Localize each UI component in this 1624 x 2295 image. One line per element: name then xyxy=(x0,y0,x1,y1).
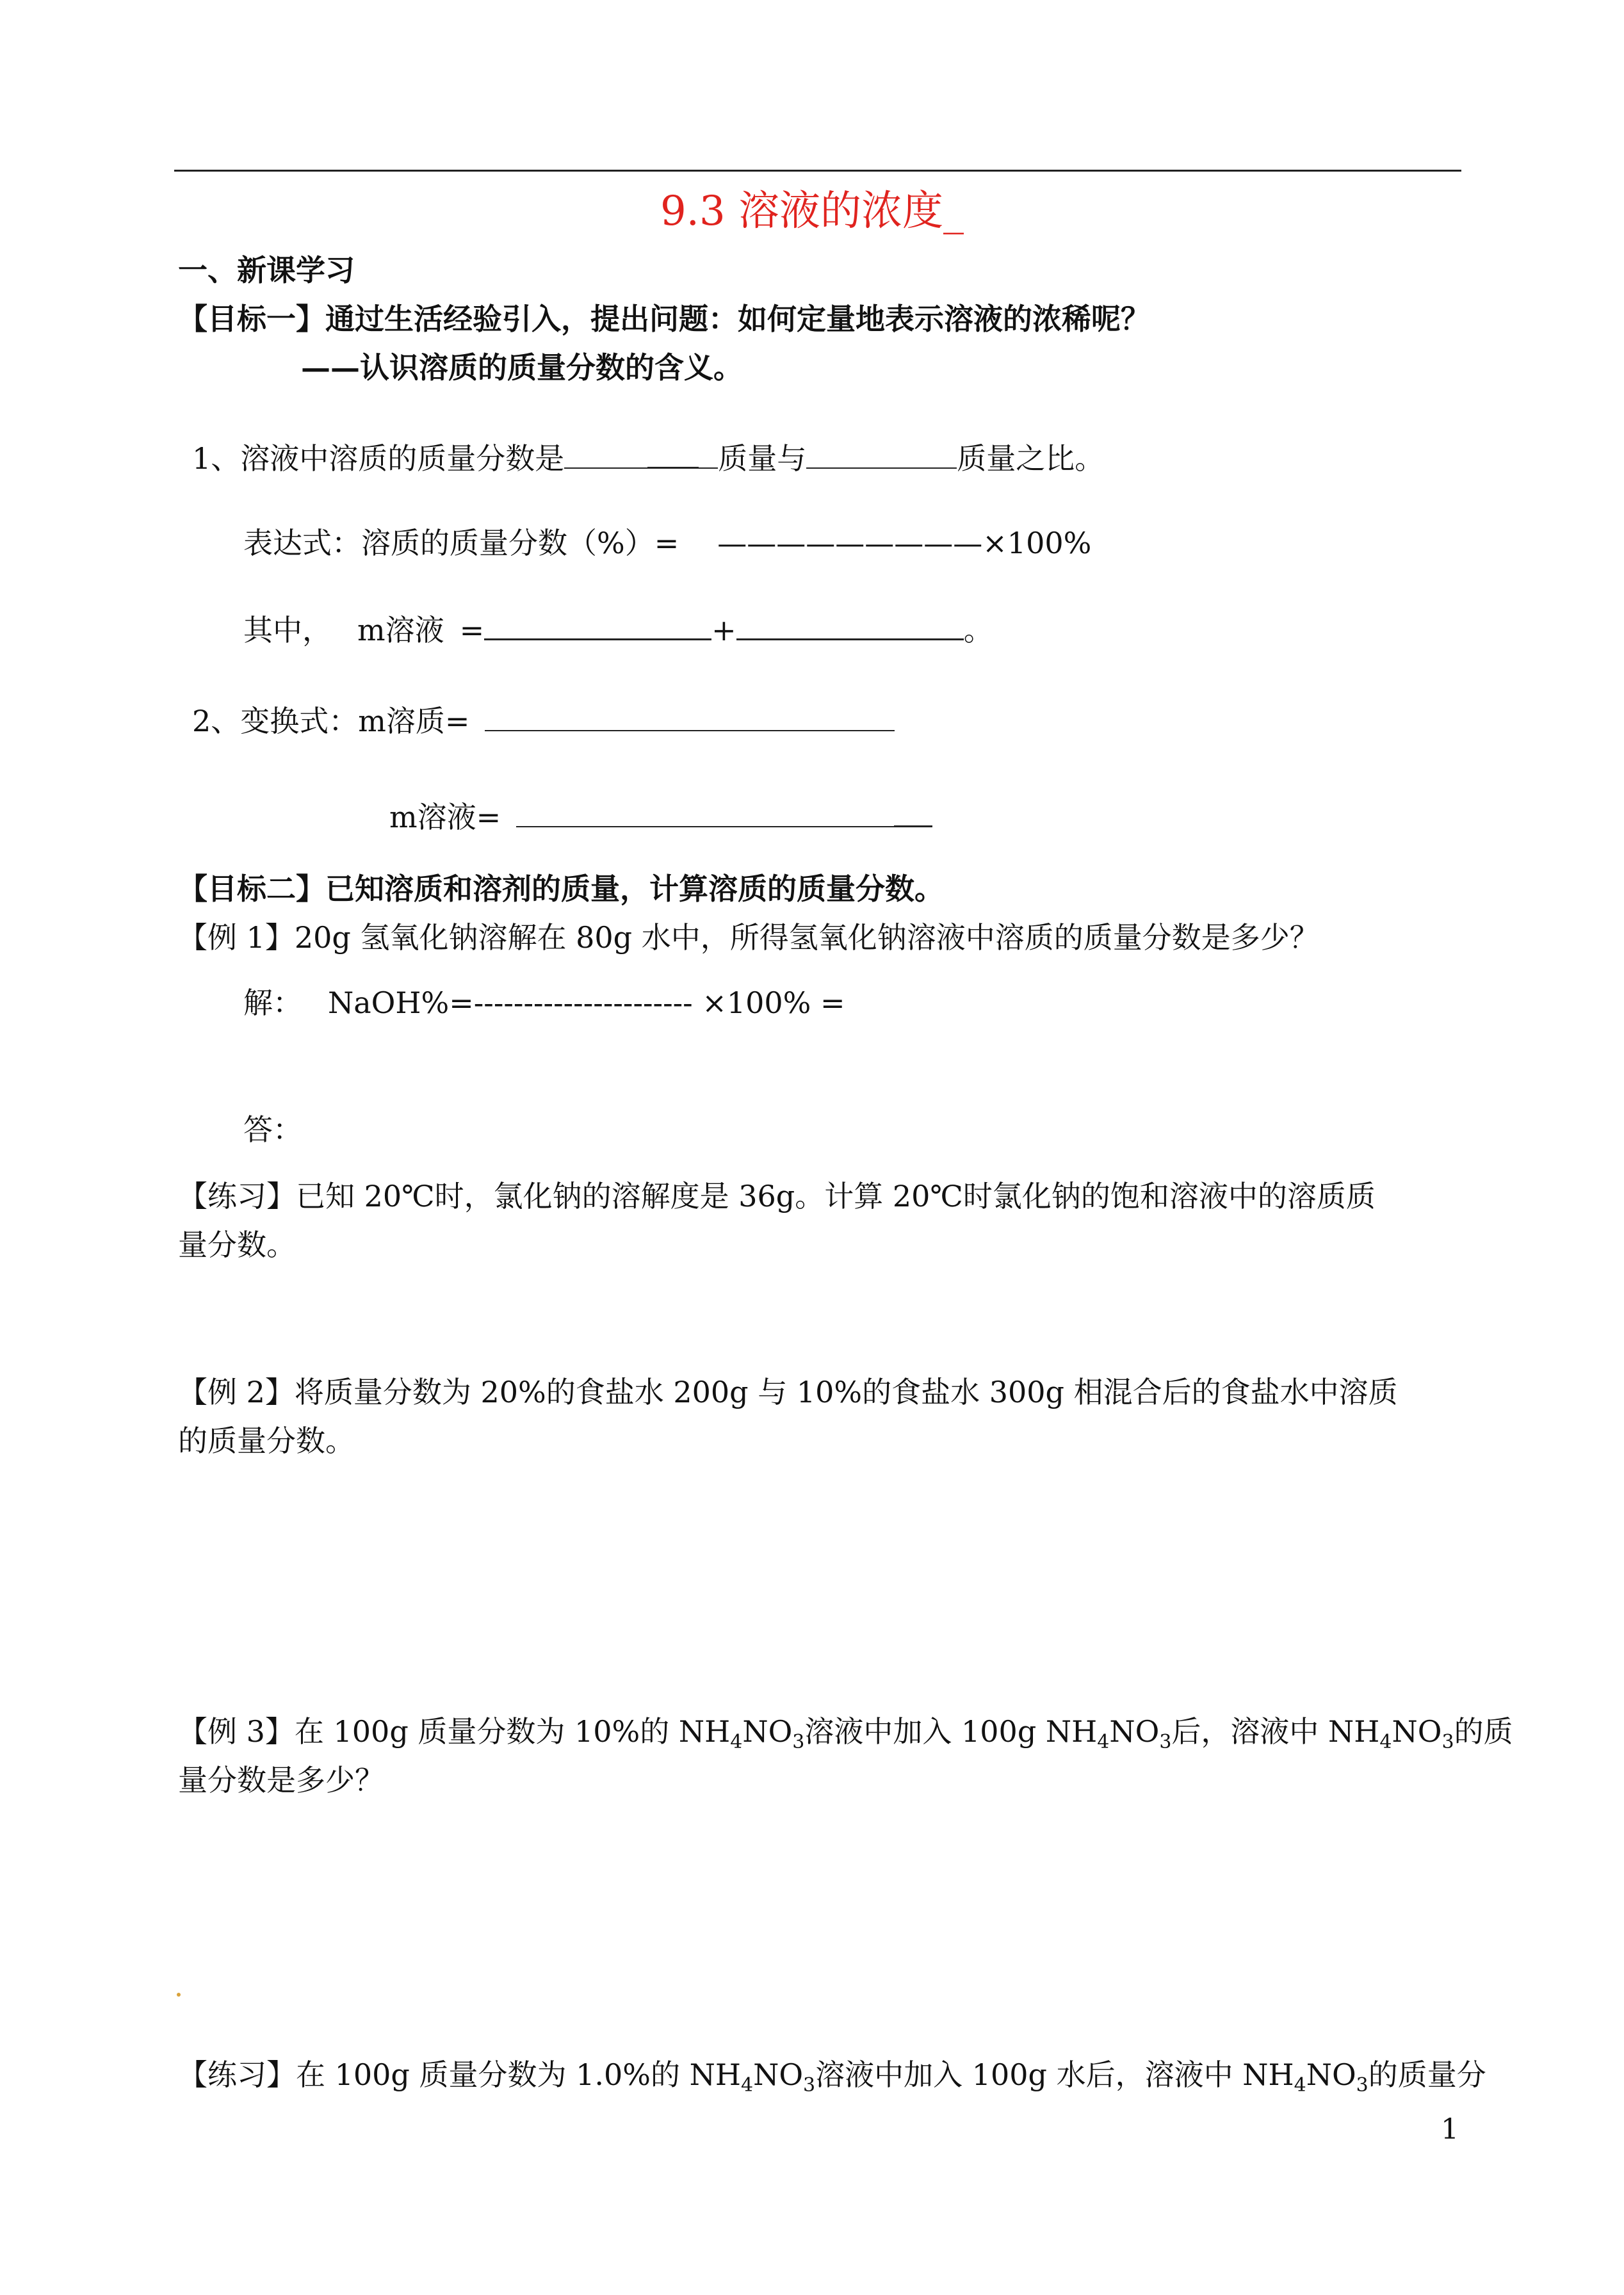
example-one-answer: 答： xyxy=(243,1112,302,1147)
example-two-line1: 将质量分数为 20%的食盐水 200g 与 10%的食盐水 300g 相混合后的食盐水中溶质 xyxy=(294,1375,1398,1409)
sub-4a: 4 xyxy=(730,1731,743,1754)
question-one-mid: 质量与 xyxy=(718,441,807,476)
blank-1a[interactable] xyxy=(564,467,647,469)
sub-3a: 3 xyxy=(792,1731,805,1754)
practice-two-text-c: 的质量分 xyxy=(1368,2057,1486,2092)
sub-4c: 4 xyxy=(1379,1731,1392,1754)
example-two-line2: 的质量分数。 xyxy=(178,1423,355,1458)
formula-fraction-bar: ————————— xyxy=(717,526,983,560)
goal-one-label: 【目标一】 xyxy=(178,302,325,336)
p2-no-b: NO xyxy=(1306,2057,1356,2092)
question-two xyxy=(192,698,895,740)
example-three-line2: 量分数是多少？ xyxy=(178,1763,384,1797)
no-a: NO xyxy=(742,1714,793,1749)
example-three-label: 【例 3】 xyxy=(178,1714,295,1749)
goal-two xyxy=(178,866,944,908)
example-three-text-a: 在 100g 质量分数为 10%的 NH xyxy=(294,1714,731,1749)
no-b: NO xyxy=(1109,1714,1160,1749)
question-two-line2 xyxy=(389,794,932,836)
question-one-end: 质量之比。 xyxy=(957,441,1105,476)
p2-no-a: NO xyxy=(753,2057,804,2092)
page-number: 1 xyxy=(1441,2113,1459,2146)
blank-1b[interactable] xyxy=(647,467,699,469)
example-one-label: 【例 1】 xyxy=(178,920,295,955)
where-end: 。 xyxy=(963,613,993,647)
where-m: m溶液 xyxy=(357,613,444,647)
blank-1c[interactable] xyxy=(699,467,718,469)
blank-solute[interactable] xyxy=(484,638,711,640)
blank-solution-mass[interactable] xyxy=(516,826,894,827)
practice-one-line2: 量分数。 xyxy=(178,1228,296,1262)
no-c: NO xyxy=(1392,1714,1442,1749)
example-three xyxy=(178,1708,1513,1753)
p2-sub-4b: 4 xyxy=(1294,2074,1306,2097)
formula-label: 表达式：溶质的质量分数（%）= xyxy=(243,526,679,560)
example-three-text-d: 的质 xyxy=(1454,1714,1513,1749)
blank-solute-mass[interactable] xyxy=(485,730,895,731)
goal-two-label: 【目标二】 xyxy=(178,872,325,906)
expression-formula xyxy=(243,520,1091,562)
blank-solution-mass-b[interactable] xyxy=(894,825,932,827)
practice-one-label: 【练习】 xyxy=(178,1179,296,1213)
formula-times: ×100% xyxy=(982,526,1092,560)
blank-2[interactable] xyxy=(806,467,957,469)
question-one xyxy=(192,435,1104,478)
goal-one xyxy=(178,296,1150,338)
example-one-text: 20g 氢氧化钠溶解在 80g 水中，所得氢氧化钠溶液中溶质的质量分数是多少？ xyxy=(294,920,1319,955)
where-plus: + xyxy=(711,613,736,647)
solve-formula: NaOH%=---------------------- ×100% = xyxy=(328,985,845,1020)
header-rule xyxy=(174,170,1461,172)
section-heading: 一、新课学习 xyxy=(178,253,355,288)
example-one-solution xyxy=(243,980,845,1022)
sub-3c: 3 xyxy=(1441,1731,1454,1754)
goal-two-text: 已知溶质和溶剂的质量，计算溶质的质量分数。 xyxy=(325,872,944,906)
practice-two-text-b: 溶液中加入 100g 水后，溶液中 NH xyxy=(815,2057,1294,2092)
goal-one-text: 通过生活经验引入，提出问题：如何定量地表示溶液的浓稀呢？ xyxy=(325,302,1150,336)
page-title: 9.3 溶液的浓度_ xyxy=(660,188,964,235)
example-two-label: 【例 2】 xyxy=(178,1375,295,1409)
where-label: 其中， xyxy=(243,613,332,647)
example-three-text-c: 后，溶液中 NH xyxy=(1171,1714,1380,1749)
sub-4b: 4 xyxy=(1097,1731,1110,1754)
question-two-label: 2、变换式：m溶质= xyxy=(192,704,470,738)
solve-label: 解： xyxy=(243,985,302,1020)
p2-sub-3b: 3 xyxy=(1356,2074,1368,2097)
p2-sub-4a: 4 xyxy=(740,2074,754,2097)
example-one xyxy=(178,914,1319,957)
question-one-prefix: 1、溶液中溶质的质量分数是 xyxy=(192,441,565,476)
sub-3b: 3 xyxy=(1159,1731,1172,1754)
where-eq: = xyxy=(459,613,485,647)
blank-solvent[interactable] xyxy=(736,638,964,640)
stray-mark xyxy=(177,1993,181,1997)
practice-two-label: 【练习】 xyxy=(178,2057,296,2092)
where-line xyxy=(243,607,993,649)
practice-two xyxy=(178,2052,1486,2096)
question-two-m-solution: m溶液= xyxy=(389,800,501,834)
practice-one-line1: 已知 20℃时，氯化钠的溶解度是 36g。计算 20℃时氯化钠的饱和溶液中的溶质质 xyxy=(296,1179,1376,1213)
practice-one xyxy=(178,1173,1376,1215)
practice-two-text-a: 在 100g 质量分数为 1.0%的 NH xyxy=(296,2057,741,2092)
p2-sub-3a: 3 xyxy=(803,2074,816,2097)
goal-one-sub: ——认识溶质的质量分数的含义。 xyxy=(301,350,743,385)
example-two xyxy=(178,1369,1398,1411)
example-three-text-b: 溶液中加入 100g NH xyxy=(804,1714,1098,1749)
